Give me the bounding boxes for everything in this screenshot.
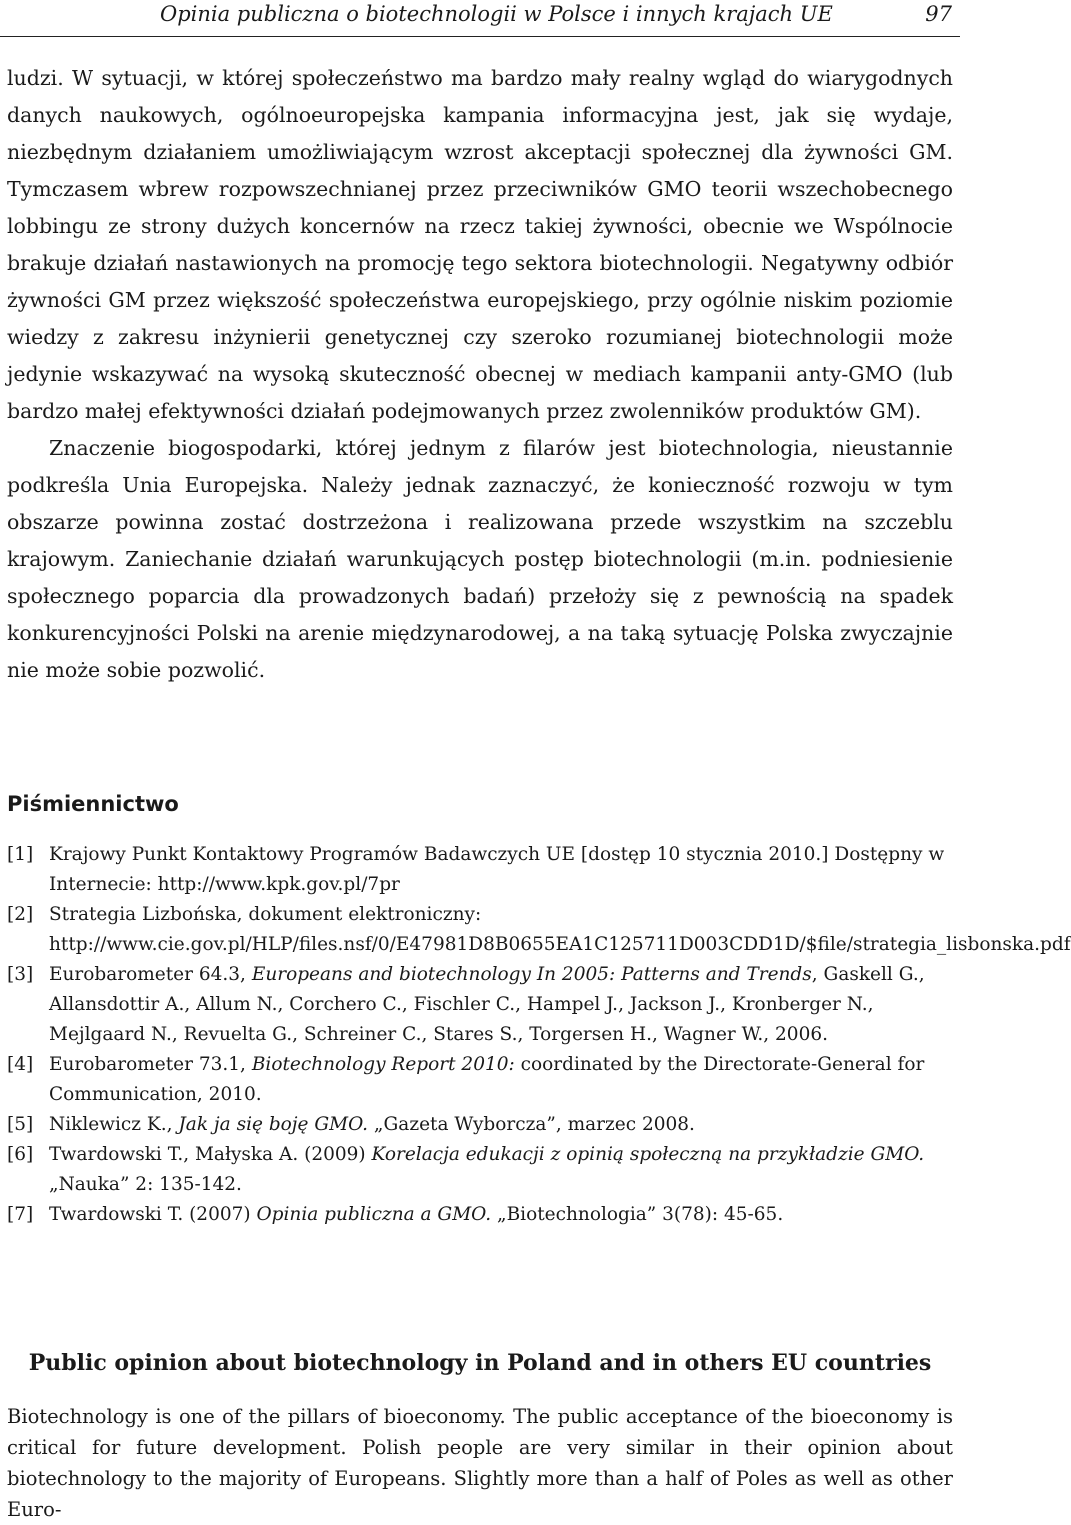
- reference-title: Biotechnology Report 2010:: [251, 1054, 515, 1075]
- reference-number: [5]: [7, 1114, 34, 1135]
- reference-source: , Gaskell G., Allansdottir A., Allum N., Corchero C., Fischler C., Hampel J., Jackson J., Kronberger N., Mejlgaard N., Revuelta G., Schreiner C., Stares S., Torgersen H., Wagner W., 2006.: [49, 964, 925, 1045]
- reference-item: [7, 840, 953, 900]
- reference-item: [7, 960, 953, 1050]
- reference-number: [3]: [7, 964, 34, 985]
- reference-number: [2]: [7, 904, 34, 925]
- page-number: 97: [925, 2, 952, 26]
- reference-text: Eurobarometer 64.3,: [49, 964, 252, 985]
- reference-text: Twardowski T., Małyska A. (2009): [49, 1144, 372, 1165]
- reference-text: Strategia Lizbońska, dokument elektroniczny: http://www.cie.gov.pl/HLP/files.nsf/0/E47981D8B0655EA1C125711D003CDD1D/$file/strategia_lisbonska.pdf: [49, 904, 1071, 955]
- body-text: [7, 60, 953, 689]
- references-heading: Piśmiennictwo: [7, 792, 179, 816]
- reference-title: Korelacja edukacji z opinią społeczną na przykładzie GMO.: [371, 1144, 925, 1165]
- english-abstract: Biotechnology is one of the pillars of bioeconomy. The public acceptance of the bioeconomy is critical for future development. Polish people are very similar in their opinion about biotechnology to the majority of Europeans. Slightly more than a half of Poles as well as other Euro-: [7, 1405, 953, 1521]
- reference-item: [7, 1110, 953, 1140]
- running-header: [0, 0, 960, 34]
- reference-text: Eurobarometer 73.1,: [49, 1054, 252, 1075]
- reference-source: coordinated by the Directorate-General for Communication, 2010.: [49, 1054, 925, 1105]
- reference-number: [1]: [7, 844, 34, 865]
- reference-text: Twardowski T. (2007): [49, 1204, 257, 1225]
- reference-title: Jak ja się boję GMO.: [178, 1114, 369, 1135]
- reference-item: [7, 1050, 953, 1110]
- references-list: [7, 840, 1071, 1230]
- reference-title: Opinia publiczna a GMO.: [256, 1204, 492, 1225]
- english-title: Public opinion about biotechnology in Poland and in others EU countries: [28, 1350, 932, 1376]
- reference-item: [7, 1200, 953, 1230]
- body-paragraph: Znaczenie biogospodarki, której jednym z filarów jest biotechnologia, nieustannie podkreśla Unia Europejska. Należy jednak zaznaczyć, że konieczność rozwoju w tym obszarze powinna zostać dostrzeżona i realizowana przede wszystkim na szczeblu krajowym. Zaniechanie działań warunkujących postęp biotechnologii (m.in. podniesienie społecznego poparcia dla prowadzonych badań) przełoży się z pewnością na spadek konkurencyjności Polski na arenie międzynarodowej, a na taką sytuację Polska zwyczajnie nie może sobie pozwolić.: [7, 436, 953, 682]
- reference-source: „Gazeta Wyborcza”, marzec 2008.: [368, 1114, 695, 1135]
- reference-text: Niklewicz K.,: [49, 1114, 179, 1135]
- header-rule: [0, 36, 960, 37]
- reference-number: [7]: [7, 1204, 34, 1225]
- reference-source: „Nauka” 2: 135-142.: [49, 1174, 242, 1195]
- reference-item: [7, 1140, 953, 1200]
- reference-number: [4]: [7, 1054, 34, 1075]
- running-title: Opinia publiczna o biotechnologii w Polsce i innych krajach UE: [160, 2, 833, 26]
- reference-number: [6]: [7, 1144, 34, 1165]
- reference-source: „Biotechnologia” 3(78): 45-65.: [491, 1204, 784, 1225]
- body-paragraph: ludzi. W sytuacji, w której społeczeństwo ma bardzo mały realny wgląd do wiarygodnych danych naukowych, ogólnoeuropejska kampania informacyjna jest, jak się wydaje, niezbędnym działaniem umożliwiającym wzrost akceptacji społecznej dla żywności GM. Tymczasem wbrew rozpowszechnianej przez przeciwników GMO teorii wszechobecnego lobbingu ze strony dużych koncernów na rzecz takiej żywności, obecnie we Wspólnocie brakuje działań nastawionych na promocję tego sektora biotechnologii. Negatywny odbiór żywności GM przez większość społeczeństwa europejskiego, przy ogólnie niskim poziomie wiedzy z zakresu inżynierii genetycznej czy szeroko rozumianej biotechnologii może jedynie wskazywać na wysoką skuteczność obecnej w mediach kampanii anty-GMO (lub bardzo małej efektywności działań podejmowanych przez zwolenników produktów GM).: [7, 66, 953, 423]
- reference-text: Krajowy Punkt Kontaktowy Programów Badawczych UE [dostęp 10 stycznia 2010.] Dostępny w Internecie: http://www.kpk.gov.pl/7pr: [49, 844, 945, 895]
- reference-title: Europeans and biotechnology In 2005: Patterns and Trends: [251, 964, 812, 985]
- reference-item: [7, 900, 1071, 960]
